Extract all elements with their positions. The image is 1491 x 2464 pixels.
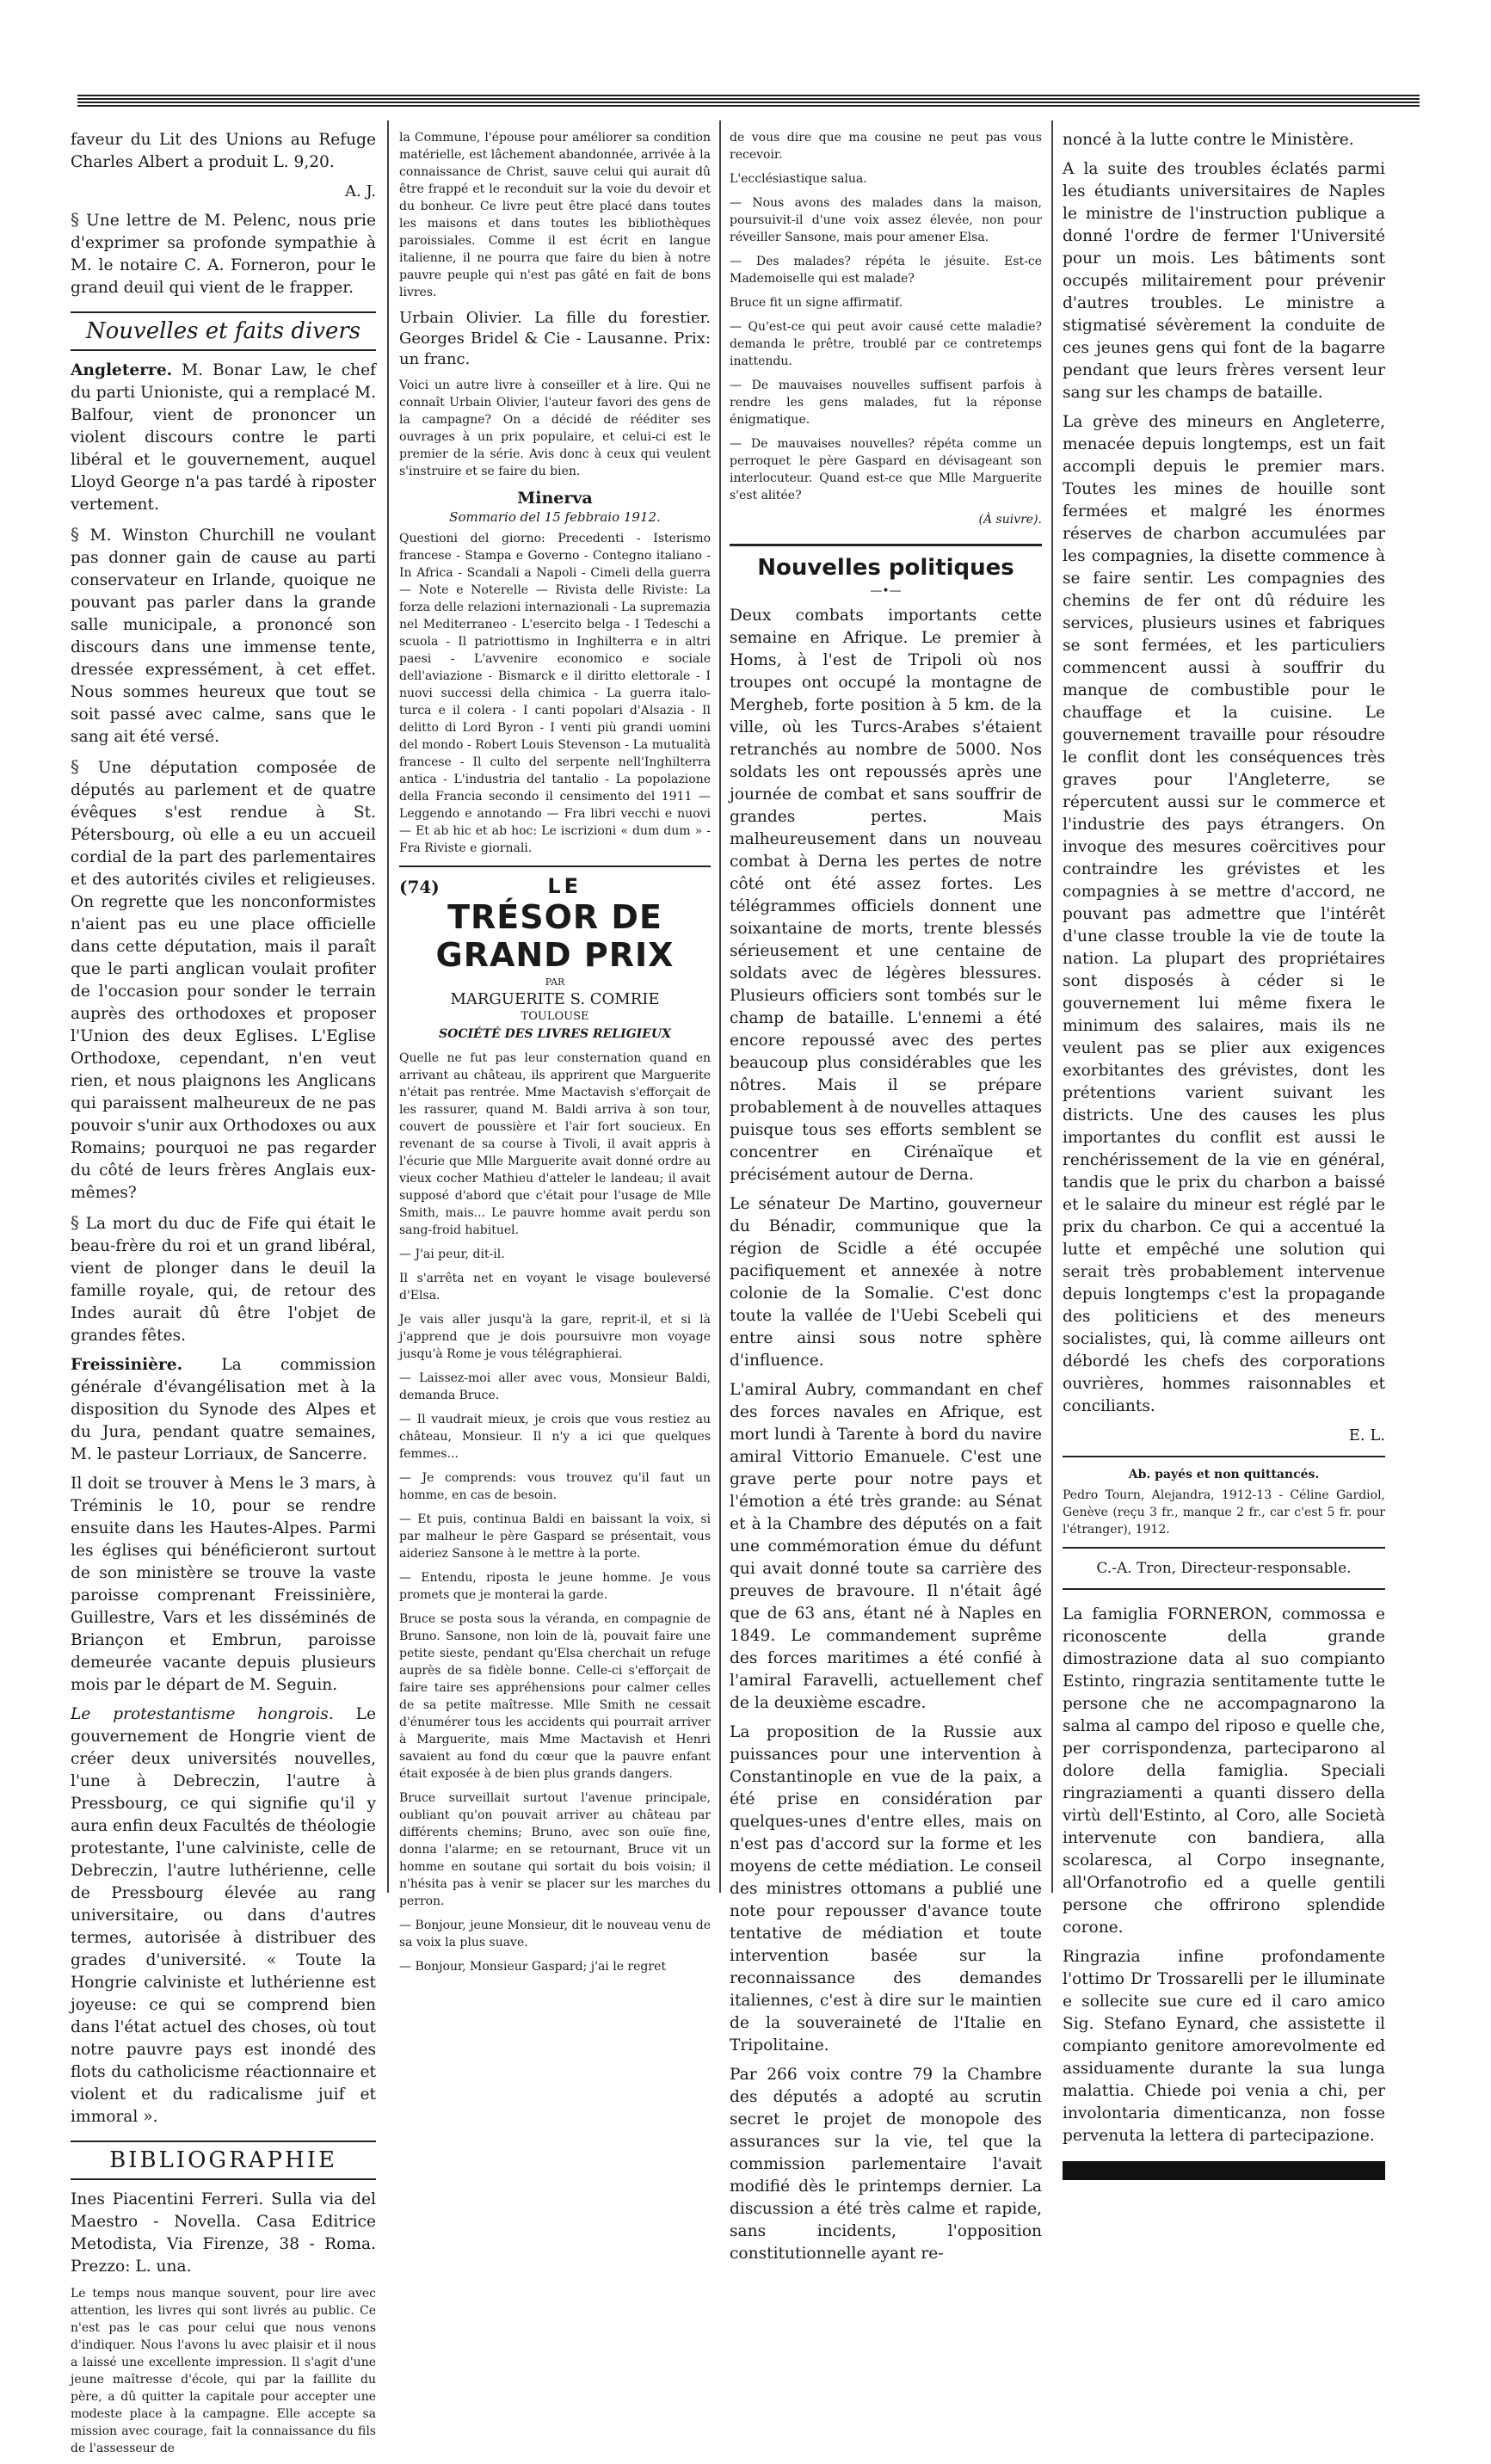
paragraph: — De mauvaises nouvelles? répéta comme un perroquet le père Gaspard en dévisageant son interlocuteur. Quand est-ce que Mlle Marguerite s'est alitée?	[730, 437, 1042, 502]
paragraph: Deux combats importants cette semaine en Afrique. Le premier à Homs, à l'est de Tripoli où nos troupes ont occupé la montagne de Mergheb, forte position à 5 km. de la ville, où les Turcs-Arabes s'étaient retranchés au nombre de 5000. Nos soldats les ont repoussés après une journée de combat et sans souffrir de grandes pertes. Mais malheureusement dans un nouveau combat à Derna les pertes de notre côté ont été assez fortes. Les télégrammes officiels donnent une soixantaine de morts, trente blessés sérieusement et une centaine de soldats avec de légères blessures. Plusieurs officiers sont tombés sur le champ de bataille. L'ennemi a été encore repoussé avec des pertes beaucoup plus considérables que les nôtres. Mais il se prépare probablement à de nouvelles attaques puisque tous ses efforts semblent se concentrer en Cirénaïque et précisément autour de Derna.	[730, 607, 1042, 1184]
paragraph: § Une lettre de M. Pelenc, nous prie d'exprimer sa profonde sympathie à M. le notaire C. A. Forneron, pour le grand deuil qui vient de le frapper.	[71, 209, 376, 297]
paragraph: Je vais aller jusqu'à la gare, reprit-il, et si là j'apprend que je dois poursuivre mon voyage jusqu'à Rome je vous télégraphierai.	[399, 1313, 711, 1361]
subscriptions-title: Ab. payés et non quittancés.	[1128, 1468, 1320, 1481]
top-rule-band	[77, 95, 1420, 107]
paragraph: — Bonjour, jeune Monsieur, dit le nouveau venu de sa voix la plus suave.	[399, 1919, 711, 1950]
paragraph: La proposition de la Russie aux puissances pour une intervention à Constantinople en vue de la paix, a été prise en considération par quelques-unes d'entre elles, mais on n'est pas d'accord sur la forme et les moyens de cette médiation. Le conseil des ministres ottomans a publié une note pour repousser d'avance toute tentative de médiation et toute intervention basée sur la reconnaissance des demandes italiennes, c'est à dire sur le maintien de la souveraineté de l'Italie en Tripolitaine.	[730, 1723, 1042, 2054]
paragraph: — Je comprends: vous trouvez qu'il faut un homme, en cas de besoin.	[399, 1471, 711, 1502]
feuilleton-par: PAR	[545, 976, 565, 988]
paragraph: Freissinière. La commission générale d'évangélisation met à la disposition du Synode des Alpes et du Jura, pendant quatre semaines, M. le pasteur Lorriaux, de Sancerre.	[71, 1356, 376, 1463]
magazine-title: Minerva	[517, 489, 593, 508]
paragraph: Par 266 voix contre 79 la Chambre des députés a adopté au scrutin secret le projet de monopole des assurances sur la vie, tel que la commission parlementaire l'avait modifié dès le printemps dernier. La discussion a été très calme et rapide, sans incidents, l'opposition constitutionnelle ayant re-	[730, 2066, 1042, 2263]
signature: E. L.	[1348, 1426, 1385, 1445]
paragraph: faveur du Lit des Unions au Refuge Charles Albert a produit L. 9,20.	[71, 131, 376, 171]
ornament-icon: —•—	[870, 584, 902, 598]
paragraph: § Une députation composée de députés au parlement et de quatre évêques s'est rendue à St. Pétersbourg, où elle a eu un accueil cordial de la part des parlementaires et des autorités civiles et religieuses. On regrette que les nonconformistes n'aient pas eu une place officielle dans cette députation, mais il paraît que le parti anglican voulait profiter de l'occasion pour sonder le terrain auprès des orthodoxes et proposer l'Union des deux Eglises. L'Eglise Orthodoxe, cependant, n'en veut rien, et nous plaignons les Anglicans qui paraissent malheureux de ne pas pouvoir s'unir aux Orthodoxes ou aux Romains; pourquoi ne pas regarder du côté de leurs frères Anglais eux-mêmes?	[71, 756, 376, 1202]
paragraph: — Et puis, continua Baldi en baissant la voix, si par malheur le père Gaspard se présentait, vous aideriez Sansone à le mettre à la porte.	[399, 1512, 711, 1561]
paragraph: Bruce surveillait surtout l'avenue principale, oubliant qu'on pouvait arriver au château par différents chemins; Bruno, avec son ouïe fine, donna l'alarme; en se retournant, Bruce vit un homme en soutane qui sortait du bois voisin; il n'hésita pas à venir se placer sur les marches du perron.	[399, 1791, 711, 1908]
feuilleton-number: (74)	[399, 877, 440, 897]
paragraph: Voici un autre livre à conseiller et à lire. Qui ne connaît Urbain Olivier, l'auteur favori des gens de la campagne? On a décidé de rééditer ses ouvrages à un prix populaire, et celui-ci est le premier de la série. Avis donc à ceux qui veulent s'instruire et se faire du bien.	[399, 379, 711, 478]
magazine-subtitle: Sommario del 15 febbraio 1912.	[449, 509, 661, 525]
column-rule	[719, 120, 721, 1893]
paragraph: Le sénateur De Martino, gouverneur du Bénadir, communique que la région de Scidle a été occupée pacifiquement et annexée à notre colonie de la Somalie. C'est donc toute la vallée de l'Uebi Scebeli qui entre ainsi sous notre sphère d'influence.	[730, 1195, 1042, 1370]
paragraph: Quelle ne fut pas leur consternation quand en arrivant au château, ils apprirent que Marguerite n'était pas rentrée. Mme Mactavish s'efforçait de les rassurer, quand M. Baldi arriva à son tour, couvert de poussière et l'air fort soucieux. En revenant de sa course à Tivoli, il avait appris à l'écurie que Mlle Marguerite avait donné ordre au vieux cocher Mathieu d'atteler le landeau; il avait supposé d'abord que c'était pour l'usage de Mlle Smith, mais... Le pauvre homme avait perdu son sang-froid habituel.	[399, 1051, 711, 1237]
paragraph: — Des malades? répéta le jésuite. Est-ce Mademoiselle qui est malade?	[730, 255, 1042, 286]
paragraph: Questioni del giorno: Precedenti - Isterismo francese - Stampa e Governo - Contegno italiano - In Africa - Scandali a Napoli - Cimeli della guerra — Note e Noterelle — Rivista delle Riviste: La forza delle relazioni internazionali - La supremazia nel Mediterraneo - L'esercito belga - I Tedeschi a scuola - Il patriottismo in Inghilterra e in altri paesi - L'avvenire economico e sociale dell'aviazione - Bismarck e il diritto elettorale - I nuovi successi della chimica - La guerra italo-turca e il colera - I canti popolari d'Alsazia - Il delitto di Lord Byron - I venti più grandi uomini del mondo - Robert Louis Stevenson - La mutualità francese - Il culto del serpente nell'Inghilterra antica - L'industria del tantalio - La popolazione della Francia secondo il censimento del 1911 — Leggendo e annotando — Fra libri vecchi e nuovi — Et ab hic et ab hoc: Le iscrizioni « dum dum » - Fra Riviste e giornali.	[399, 532, 711, 855]
paragraph: A la suite des troubles éclatés parmi les étudiants universitaires de Naples le ministre de l'instruction publique a donné l'ordre de fermer l'Université pour un mois. Les bâtiments sont occupés militairement pour prévenir d'autres troubles. Le ministre a stigmatisé sévèrement la conduite de ces jeunes gens qui font de la bagarre pendant que leurs frères versent leur sang sur les champs de bataille.	[1063, 160, 1385, 402]
book-entry: Ines Piacentini Ferreri. Sulla via del Maestro - Novella. Casa Editrice Metodista, Via Firenze, 38 - Roma. Prezzo: L. una.	[71, 2190, 376, 2276]
paragraph: — Bonjour, Monsieur Gaspard; j'ai le regret	[399, 1960, 666, 1974]
paragraph: Il s'arrêta net en voyant le visage bouleversé d'Elsa.	[399, 1272, 711, 1303]
column-rule	[387, 120, 389, 1893]
section-title: BIBLIOGRAPHIE	[71, 2141, 376, 2180]
feuilleton-header	[399, 865, 711, 1043]
pilcrow-icon: §	[71, 756, 79, 777]
column-2	[399, 129, 711, 1982]
paragraph: — J'ai peur, dit-il.	[399, 1247, 505, 1261]
column-3	[730, 129, 1042, 2272]
paragraph: § La mort du duc de Fife qui était le beau-frère du roi et un grand libéral, vient de plonger dans le deuil la famille royale, qui, de retour des Indes aurait dû être l'objet de grandes fêtes.	[71, 1212, 376, 1345]
pilcrow-icon: §	[71, 209, 79, 230]
paragraph: noncé à la lutte contre le Ministère.	[1063, 131, 1354, 149]
feuilleton-le: LE	[547, 874, 582, 898]
paragraph: Bruce se posta sous la véranda, en compagnie de Bruno. Sansone, non loin de là, pouvait faire une petite sieste, pendant qu'Elsa cherchait un refuge auprès de sa fidèle bonne. Celle-ci s'efforçait de faire taire ses appréhensions pour calmer celles de sa petite maîtresse. Mlle Smith ne cessait d'énumérer tous les accidents qui pourrait arriver à Marguerite, mais Mme Mactavish et Henri savaient au fond du cœur que la pauvre enfant était exposée à de bien plus grands dangers.	[399, 1612, 711, 1781]
black-bar	[1063, 2161, 1385, 2180]
paragraph: Le protestantisme hongrois. Le gouvernement de Hongrie vient de créer deux universités nouvelles, l'une à Debreczin, l'autre à Pressbourg, ce qui signifie qu'il y aura enfin deux Facultés de théologie protestante, l'une calviniste, celle de Debreczin, l'autre luthérienne, celle de Pressbourg élevée au rang universitaire, ou dans d'autres termes, autorisée à distribuer des grades d'université. « Toute la Hongrie calviniste et luthérienne est joyeuse: ce qui se comprend bien dans l'état actuel des choses, où tout notre pauvre pays est inondé des flots du catholicisme réactionnaire et violent et du radicalisme juif et immoral ».	[71, 1705, 376, 2126]
pilcrow-icon: §	[71, 524, 79, 545]
paragraph: — Qu'est-ce qui peut avoir causé cette maladie? demanda le prêtre, troublé par ce contretemps inattendu.	[730, 320, 1042, 368]
section-title: Nouvelles politiques	[730, 544, 1042, 581]
paragraph: Il doit se trouver à Mens le 3 mars, à Tréminis le 10, pour se rendre ensuite dans les Hautes-Alpes. Parmi les églises qui bénéficieront surtout de son ministère se trouve la vaste paroisse comprenant Freissinière, Guillestre, Vars et les disséminés de Briançon et Embrun, paroisse demeurée vacante depuis plusieurs mois par le départ de M. Seguin.	[71, 1475, 376, 1694]
paragraph: la Commune, l'épouse pour améliorer sa condition matérielle, est lâchement abandonnée, arrivée à la connaissance de Christ, sauve celui qui aurait dû être frappé et le reconduit sur la voie du devoir et du bonheur. Ce livre peut être placé dans toutes les maisons et dans toutes les bibliothèques paroissiales. Comme il est écrit en langue italienne, il ne pourra que faire du bien à notre pauvre peuple qui n'est pas gâté en fait de bons livres.	[399, 131, 711, 299]
section-title: Nouvelles et faits divers	[71, 311, 376, 351]
divider	[1063, 1456, 1385, 1457]
column-rule	[1051, 120, 1053, 1893]
paragraph: — Nous avons des malades dans la maison, poursuivit-il d'une voix assez élevée, non pour réveiller Sansone, mais pour amener Elsa.	[730, 196, 1042, 244]
paragraph: — Il vaudrait mieux, je crois que vous restiez au château, Monsieur. Il n'y a ici que quelques femmes...	[399, 1413, 711, 1461]
divider	[1063, 1588, 1385, 1590]
subscriptions-text: Pedro Tourn, Alejandra, 1912-13 - Céline Gardiol, Genève (reçu 3 fr., manque 2 fr., car c'est 5 fr. pour l'étranger), 1912.	[1063, 1488, 1385, 1537]
paragraph: Angleterre. M. Bonar Law, le chef du parti Unioniste, qui a remplacé M. Balfour, vient de prononcer un violent discours contre le parti libéral et le gouvernement, auquel Lloyd George n'a pas tardé à riposter vertement.	[71, 361, 377, 514]
to-be-continued: (À suivre).	[978, 513, 1042, 527]
paragraph: — De mauvaises nouvelles suffisent parfois à rendre les gens malades, fut la réponse énigmatique.	[730, 379, 1042, 427]
book-entry: Urbain Olivier. La fille du forestier. Georges Bridel & Cie - Lausanne. Prix: un franc.	[399, 309, 711, 368]
director-line: C.-A. Tron, Directeur-responsable.	[1096, 1560, 1352, 1577]
paragraph: La grève des mineurs en Angleterre, menacée depuis longtemps, est un fait accompli depuis le premier mars. Toutes les mines de houille sont fermées et malgré les énormes réserves de charbon accumulées par les compagnies, la disette commence à se faire sentir. Les compagnies des chemins de fer ont dû réduire les services, plusieurs usines et fabriques se sont fermées, et les particuliers commencent aussi à souffrir du manque de combustible pour le chauffage et la cuisine. Le gouvernement travaille pour résoudre le conflit dont les conséquences très graves pour l'Angleterre, se répercutent aussi sur le commerce et l'industrie des pays étrangers. On invoque des mesures coërcitives pour contraindre les grévistes et les compagnies à se mettre d'accord, ne pouvant pas admettre que l'intérêt d'une classe trouble la vie de toute la nation. La plupart des propriétaires sont disposés à céder si le gouvernement lui même fixera le minimum des salaires, mais ils ne veulent pas se plier aux exigences exorbitantes des grévistes, dont les prétentions varient suivant les districts. Une des causes les plus importantes du conflit est aussi le renchérissement de la vie en général, tandis que le prix du charbon a baissé et le salaire du mineur est réglé par le prix du charbon. Ce qui a accentué la lutte et empêché une solution qui serait très probablement intervenue depuis longtemps c'est la propagande des politiciens et des meneurs socialistes, qui, là comme ailleurs ont débordé les chefs des corporations ouvrières, hommes raisonnables et conciliants.	[1063, 413, 1385, 1415]
divider	[1063, 1547, 1385, 1549]
feuilleton-title: TRÉSOR DE GRAND PRIX	[435, 898, 675, 974]
paragraph: — Laissez-moi aller avec vous, Monsieur Baldi, demanda Bruce.	[399, 1371, 711, 1402]
paragraph: L'amiral Aubry, commandant en chef des forces navales en Afrique, est mort lundi à Tarente à bord du navire amiral Vittorio Emanuele. C'est une grave perte pour notre pays et l'émotion a été très grande: au Sénat et à la Chambre des députés on a fait une commémoration émue du défunt qui avait donné toute sa carrière des preuves de bravoure. Il n'était âgé que de 63 ans, étant né à Naples en 1849. Le commandement suprême des forces maritimes a été confié à l'amiral Faravelli, actuellement chef de la deuxième escadre.	[730, 1381, 1042, 1712]
paragraph: Le temps nous manque souvent, pour lire avec attention, les livres qui sont livrés au public. Ce n'est pas le cas pour celui que nous venons d'indiquer. Nous l'avons lu avec plaisir et il nous a laissé une excellente impression. Il s'agit d'une jeune maîtresse d'école, qui par la faillite du père, a dû quitter la capitale pour accepter une modeste place à la campagne. Elle accepte sa mission avec courage, fait la connaissance du fils de l'assesseur de	[71, 2287, 376, 2455]
feuilleton-author: MARGUERITE S. COMRIE	[450, 990, 660, 1008]
paragraph: La famiglia FORNERON, commossa e riconoscente della grande dimostrazione data al suo compianto Estinto, ringrazia sentitamente tutte le persone che ne accompagnarono la salma al campo del riposo e quelle che, per corrispondenza, parteciparono al dolore della famiglia. Speciali ringraziamenti a quanti dissero della virtù dell'Estinto, al Coro, alle Società intervenute con bandiera, alla scolaresca, al Corpo insegnante, all'Orfanotrofio ed a quelle gentili persone che offrirono splendide corone.	[1063, 1605, 1385, 1937]
paragraph: de vous dire que ma cousine ne peut pas vous recevoir.	[730, 131, 1042, 162]
signature: A. J.	[345, 182, 376, 200]
pilcrow-icon: §	[71, 1212, 79, 1233]
feuilleton-location: TOULOUSE	[521, 1010, 589, 1023]
subscriptions-block	[1063, 1466, 1385, 1538]
feuilleton-publisher: SOCIÉTÉ DES LIVRES RELIGIEUX	[439, 1027, 671, 1041]
paragraph: — Entendu, riposta le jeune homme. Je vous promets que je monterai la garde.	[399, 1571, 711, 1602]
paragraph: § M. Winston Churchill ne voulant pas donner gain de cause au parti conservateur en Irlande, quoique ne pouvant pas parler dans la grande salle municipale, a prononcé son discours dans une immense tente, dressée expressément, à cet effet. Nous sommes heureux que tout se soit passé avec calme, sans que le sang ait été versé.	[71, 524, 376, 746]
paragraph: L'ecclésiastique salua.	[730, 172, 867, 186]
column-4	[1063, 129, 1385, 2180]
paragraph: Bruce fit un signe affirmatif.	[730, 296, 903, 310]
paragraph: Ringrazia infine profondamente l'ottimo Dr Trossarelli per le illuminate e sollecite sue cure ed il caro amico Sig. Stefano Eynard, che assistette il compianto genitore amorevolmente ed assiduamente durante la sua lunga malattia. Chiede poi venia a chi, per involontaria dimenticanza, non fosse pervenuta la lettera di partecipazione.	[1063, 1948, 1385, 2145]
column-1	[71, 129, 376, 2464]
